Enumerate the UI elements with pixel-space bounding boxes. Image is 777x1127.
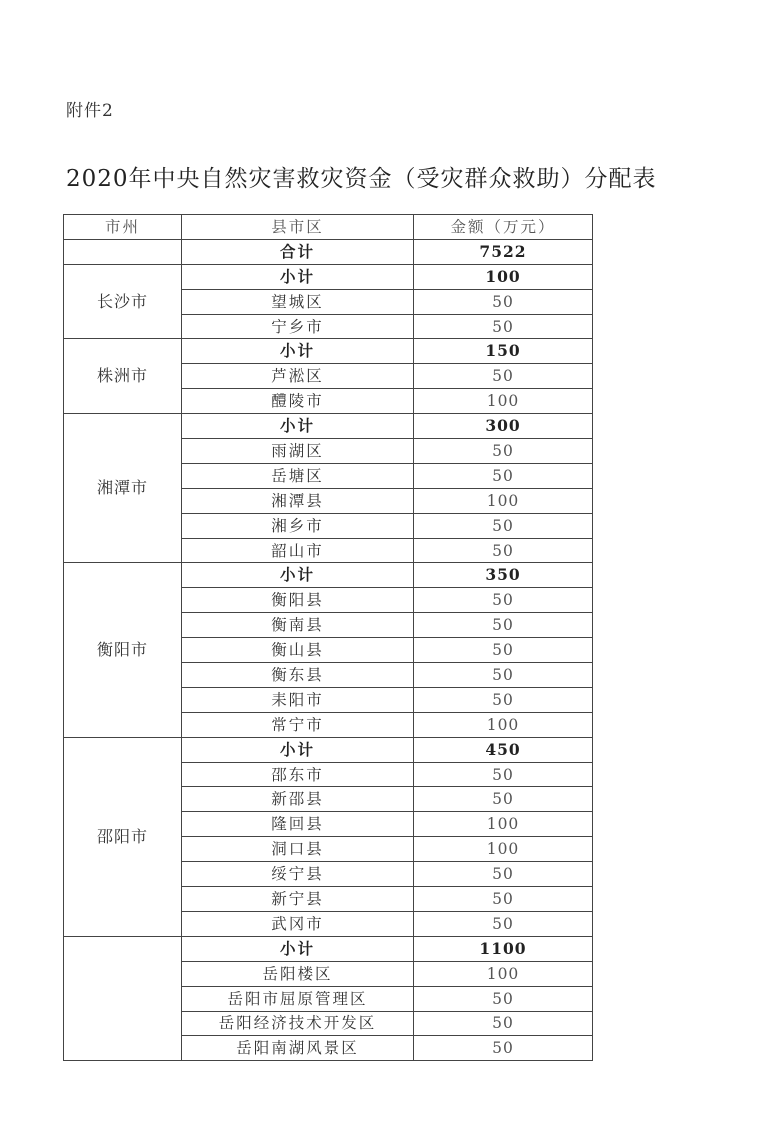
subtotal-row <box>64 563 593 588</box>
county-cell: 新宁县 <box>182 887 414 912</box>
amount-cell: 50 <box>414 289 593 314</box>
county-cell: 邵东市 <box>182 762 414 787</box>
amount-cell: 100 <box>414 812 593 837</box>
subtotal-label: 小计 <box>182 339 414 364</box>
amount-cell: 50 <box>414 887 593 912</box>
subtotal-row <box>64 264 593 289</box>
amount-cell: 50 <box>414 314 593 339</box>
county-cell: 芦淞区 <box>182 364 414 389</box>
county-cell: 岳塘区 <box>182 463 414 488</box>
allocation-table <box>63 214 593 1061</box>
amount-cell: 50 <box>414 986 593 1011</box>
county-cell: 衡山县 <box>182 638 414 663</box>
total-city-cell <box>64 239 182 264</box>
county-cell: 雨湖区 <box>182 439 414 464</box>
subtotal-label: 小计 <box>182 563 414 588</box>
county-cell: 韶山市 <box>182 538 414 563</box>
city-cell <box>64 936 182 1060</box>
amount-cell: 50 <box>414 513 593 538</box>
county-cell: 岳阳南湖风景区 <box>182 1036 414 1061</box>
column-header-county: 县市区 <box>182 215 414 240</box>
subtotal-row <box>64 339 593 364</box>
amount-cell: 100 <box>414 712 593 737</box>
attachment-label: 附件2 <box>66 101 114 121</box>
total-row <box>64 239 593 264</box>
amount-cell: 50 <box>414 463 593 488</box>
amount-cell: 100 <box>414 488 593 513</box>
amount-cell: 50 <box>414 638 593 663</box>
city-cell: 衡阳市 <box>64 563 182 737</box>
county-cell: 常宁市 <box>182 712 414 737</box>
subtotal-row <box>64 737 593 762</box>
document-title: 2020年中央自然灾害救灾资金（受灾群众救助）分配表 <box>66 166 657 192</box>
amount-cell: 50 <box>414 911 593 936</box>
subtotal-row <box>64 414 593 439</box>
amount-cell: 100 <box>414 961 593 986</box>
city-cell: 长沙市 <box>64 264 182 339</box>
amount-cell: 50 <box>414 862 593 887</box>
amount-cell: 50 <box>414 364 593 389</box>
subtotal-amount: 1100 <box>414 936 593 961</box>
subtotal-row <box>64 936 593 961</box>
subtotal-amount: 450 <box>414 737 593 762</box>
amount-cell: 50 <box>414 588 593 613</box>
county-cell: 武冈市 <box>182 911 414 936</box>
subtotal-amount: 300 <box>414 414 593 439</box>
amount-cell: 100 <box>414 837 593 862</box>
subtotal-amount: 350 <box>414 563 593 588</box>
subtotal-label: 小计 <box>182 414 414 439</box>
county-cell: 绥宁县 <box>182 862 414 887</box>
table-body <box>64 239 593 1060</box>
county-cell: 岳阳市屈原管理区 <box>182 986 414 1011</box>
table-header-row <box>64 215 593 240</box>
amount-cell: 50 <box>414 762 593 787</box>
city-cell: 株洲市 <box>64 339 182 414</box>
subtotal-amount: 100 <box>414 264 593 289</box>
county-cell: 洞口县 <box>182 837 414 862</box>
column-header-amount: 金额（万元） <box>414 215 593 240</box>
county-cell: 岳阳经济技术开发区 <box>182 1011 414 1036</box>
total-label: 合计 <box>182 239 414 264</box>
amount-cell: 100 <box>414 389 593 414</box>
subtotal-label: 小计 <box>182 936 414 961</box>
county-cell: 耒阳市 <box>182 687 414 712</box>
subtotal-label: 小计 <box>182 264 414 289</box>
amount-cell: 50 <box>414 613 593 638</box>
county-cell: 宁乡市 <box>182 314 414 339</box>
amount-cell: 50 <box>414 787 593 812</box>
amount-cell: 50 <box>414 439 593 464</box>
amount-cell: 50 <box>414 1011 593 1036</box>
city-cell: 湘潭市 <box>64 414 182 563</box>
amount-cell: 50 <box>414 663 593 688</box>
subtotal-amount: 150 <box>414 339 593 364</box>
total-amount: 7522 <box>414 239 593 264</box>
county-cell: 衡阳县 <box>182 588 414 613</box>
county-cell: 新邵县 <box>182 787 414 812</box>
county-cell: 湘乡市 <box>182 513 414 538</box>
amount-cell: 50 <box>414 538 593 563</box>
amount-cell: 50 <box>414 687 593 712</box>
subtotal-label: 小计 <box>182 737 414 762</box>
city-cell: 邵阳市 <box>64 737 182 936</box>
amount-cell: 50 <box>414 1036 593 1061</box>
county-cell: 衡东县 <box>182 663 414 688</box>
county-cell: 隆回县 <box>182 812 414 837</box>
column-header-city: 市州 <box>64 215 182 240</box>
county-cell: 衡南县 <box>182 613 414 638</box>
county-cell: 岳阳楼区 <box>182 961 414 986</box>
county-cell: 望城区 <box>182 289 414 314</box>
county-cell: 醴陵市 <box>182 389 414 414</box>
county-cell: 湘潭县 <box>182 488 414 513</box>
